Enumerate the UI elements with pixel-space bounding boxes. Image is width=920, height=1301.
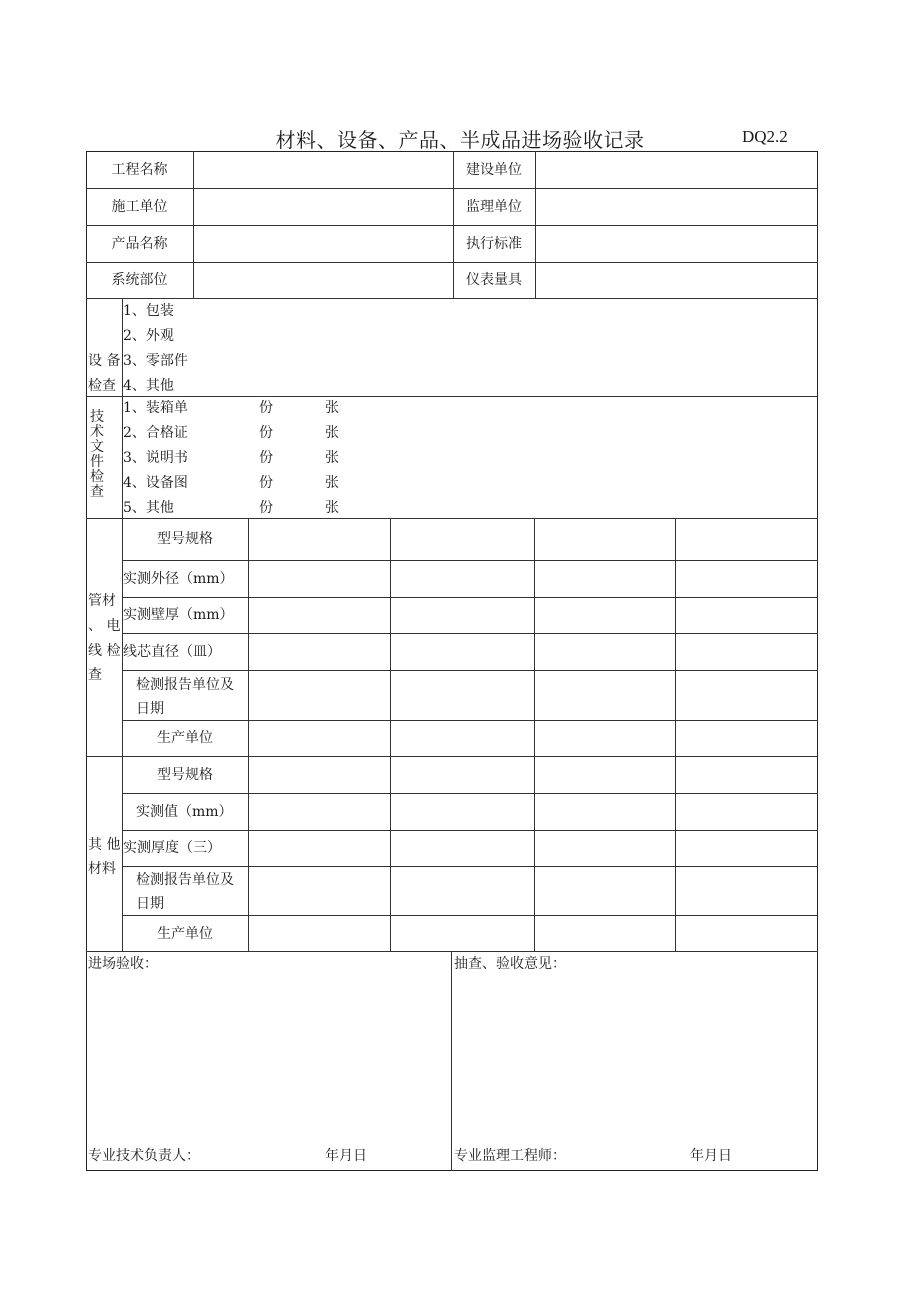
product-name-label: 产品名称 xyxy=(111,236,168,252)
owner-unit-label: 建设单位 xyxy=(466,162,522,178)
form-code: DQ2.2 xyxy=(742,127,788,146)
sheets-unit: 张 xyxy=(325,450,339,466)
list-item: 2、合格证 xyxy=(123,425,188,441)
instruments-label: 仪表量具 xyxy=(466,272,522,288)
copies-unit: 份 xyxy=(259,475,273,491)
date-label: 年月日 xyxy=(690,1148,732,1164)
other-material-label: 其 他 xyxy=(88,837,121,853)
date-label: 年月日 xyxy=(325,1148,367,1164)
row-label: 生产单位 xyxy=(157,730,213,746)
copies-unit: 份 xyxy=(259,400,273,416)
construction-unit-label: 施工单位 xyxy=(111,199,168,215)
copies-unit: 份 xyxy=(259,425,273,441)
list-item: 5、其他 xyxy=(123,500,174,516)
pipe-wire-label: 管材 xyxy=(88,593,116,609)
row-label: 实测值（mm） xyxy=(136,804,233,820)
list-item: 4、其他 xyxy=(123,378,174,394)
row-label: 检测报告单位及 xyxy=(136,677,234,693)
row-label: 日期 xyxy=(136,701,164,717)
list-item: 1、装箱单 xyxy=(123,400,188,416)
list-item: 1、包装 xyxy=(123,303,174,319)
row-label: 型号规格 xyxy=(157,531,213,547)
pipe-wire-label: 线 检 xyxy=(88,643,121,659)
tech-lead-label: 专业技术负责人： xyxy=(88,1148,200,1164)
inspection-opinion-label: 抽查、验收意见： xyxy=(454,956,566,972)
row-label: 实测厚度（三） xyxy=(123,840,221,856)
row-label: 线芯直径（皿） xyxy=(123,644,221,660)
list-item: 3、零部件 xyxy=(123,353,188,369)
list-item: 4、设备图 xyxy=(123,475,188,491)
sheets-unit: 张 xyxy=(325,475,339,491)
project-name-label: 工程名称 xyxy=(111,162,168,178)
pipe-wire-label: 、 电 xyxy=(88,618,121,634)
row-label: 实测壁厚（mm） xyxy=(123,607,234,623)
copies-unit: 份 xyxy=(259,500,273,516)
form-table xyxy=(86,151,818,1171)
list-item: 2、外观 xyxy=(123,328,174,344)
page-title: 材料、设备、产品、半成品进场验收记录 xyxy=(275,128,645,152)
row-label: 型号规格 xyxy=(157,767,213,783)
system-part-label: 系统部位 xyxy=(111,272,168,288)
acceptance-label: 进场验收： xyxy=(88,956,158,972)
row-label: 实测外径（mm） xyxy=(123,571,234,587)
row-label: 检测报告单位及 xyxy=(136,872,234,888)
equipment-check-label: 检查 xyxy=(88,378,116,394)
list-item: 3、说明书 xyxy=(123,450,188,466)
equipment-check-label: 设 备 xyxy=(88,353,121,369)
tech-docs-label: 技术文件检查 xyxy=(90,409,104,500)
pipe-wire-label: 查 xyxy=(88,667,102,683)
sheets-unit: 张 xyxy=(325,500,339,516)
supervisor-label: 专业监理工程师： xyxy=(454,1148,566,1164)
sheets-unit: 张 xyxy=(325,400,339,416)
copies-unit: 份 xyxy=(259,450,273,466)
supervision-unit-label: 监理单位 xyxy=(466,199,522,215)
other-material-label: 材料 xyxy=(88,861,116,877)
sheets-unit: 张 xyxy=(325,425,339,441)
row-label: 日期 xyxy=(136,896,164,912)
standard-label: 执行标准 xyxy=(466,236,522,252)
row-label: 生产单位 xyxy=(157,926,213,942)
